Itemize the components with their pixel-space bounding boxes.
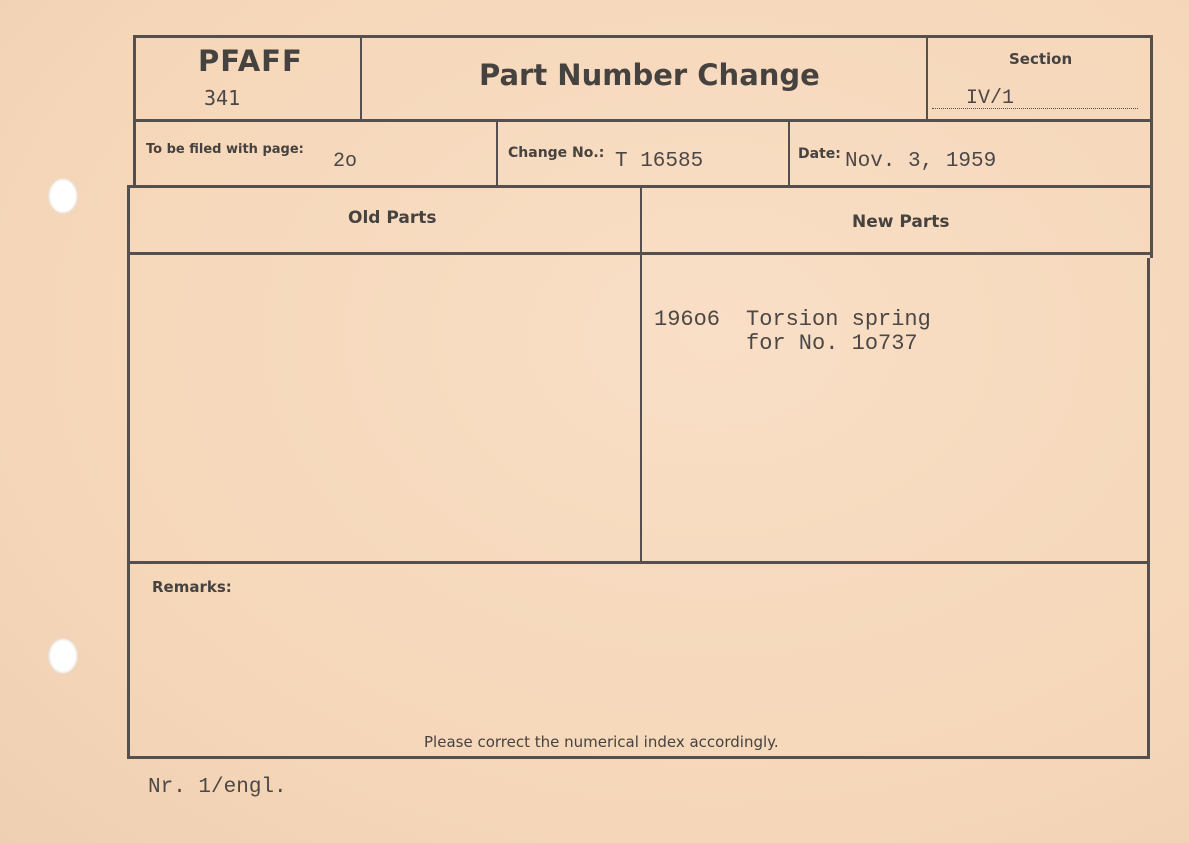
header-bottom-line xyxy=(133,119,1153,122)
brand-logo: PFAFF xyxy=(198,44,303,78)
header-divider-2 xyxy=(926,35,928,120)
filed-with-label: To be filed with page: xyxy=(146,142,304,157)
frame-top xyxy=(133,35,1153,38)
change-no-value: T 16585 xyxy=(615,150,704,173)
frame-left-lower xyxy=(127,185,130,758)
frame-bottom xyxy=(127,756,1150,759)
section-label: Section xyxy=(1009,50,1073,68)
footer-note: Please correct the numerical index accordingly. xyxy=(424,733,779,751)
punch-hole-bottom xyxy=(48,638,78,674)
old-parts-header: Old Parts xyxy=(348,208,437,228)
header-divider-1 xyxy=(360,35,362,120)
form-number: Nr. 1/engl. xyxy=(148,776,287,799)
new-part-description: Torsion spring xyxy=(746,307,931,332)
date-value: Nov. 3, 1959 xyxy=(845,150,997,173)
frame-left xyxy=(133,35,136,185)
new-part-number: 196o6 xyxy=(654,307,721,332)
column-divider xyxy=(640,186,642,564)
new-parts-header: New Parts xyxy=(852,212,950,232)
column-header-bottom-line xyxy=(129,252,1151,255)
change-no-label: Change No.: xyxy=(508,145,605,161)
model-number: 341 xyxy=(204,86,241,110)
info-divider-2 xyxy=(788,120,790,186)
section-value: IV/1 xyxy=(966,87,1015,110)
remarks-label: Remarks: xyxy=(152,578,232,596)
section-underline xyxy=(932,108,1138,109)
info-divider-1 xyxy=(496,120,498,186)
punch-hole-top xyxy=(48,178,78,214)
frame-right-lower xyxy=(1147,258,1150,758)
new-part-description-line2: for No. 1o737 xyxy=(746,331,918,356)
parts-bottom-line xyxy=(128,561,1149,564)
filed-with-value: 2o xyxy=(333,150,358,173)
frame-right xyxy=(1150,35,1153,258)
date-label: Date: xyxy=(798,146,841,162)
form-title: Part Number Change xyxy=(479,58,820,92)
